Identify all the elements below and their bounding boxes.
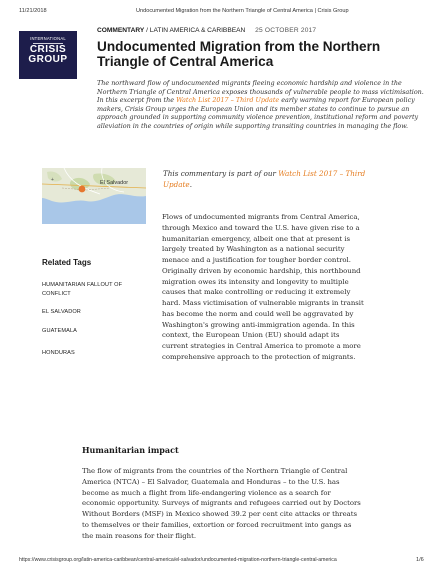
callout-text-end: .: [189, 180, 192, 189]
print-date: 11/21/2018: [19, 8, 47, 14]
tag-el-salvador[interactable]: EL SALVADOR: [42, 309, 81, 315]
article-paragraph-2: The flow of migrants from the countries of the Northern Triangle of Central America (NTCA) – El Salvador, Guatemala and Honduras – to the U.S. has become as much a flight from life-endangering violence as a search for economic opportunity. Surveys of migrants and refugees carried out by Doctors Without Borders (MSF) in Mexico showed 39.2 per cent cite attacks or threats to themselves or their families, extortion or forced recruitment into gangs as the main reasons for their flight.: [82, 467, 361, 540]
map-country-label: El Salvador: [100, 180, 129, 186]
tag-guatemala[interactable]: GUATEMALA: [42, 328, 77, 334]
section-heading-humanitarian-impact: Humanitarian impact: [82, 445, 179, 455]
logo-line1: INTERNATIONAL: [30, 36, 66, 41]
article-date: 25 OCTOBER 2017: [255, 27, 317, 34]
article-type[interactable]: COMMENTARY: [97, 27, 145, 34]
article-lead: [97, 79, 424, 131]
lead-text-end: early warning report for European policy makers, Crisis Group urges the European Union and its member states to continue to pursue an approach grounded in supporting community violence prevention, institutional reform and poverty alleviation in the countries of origin while supporting transiting countries in managing the flow.: [97, 96, 419, 130]
callout-watchlist-link[interactable]: Watch List 2017 – Third Update: [163, 169, 366, 189]
map-plus-label: +: [51, 177, 54, 183]
print-page-number: 1/6: [416, 557, 424, 563]
logo-line2: CRISIS: [29, 44, 67, 55]
watchlist-callout: [163, 168, 378, 190]
lead-watchlist-link[interactable]: Watch List 2017 – Third Update: [176, 96, 280, 105]
lead-text-start: The northward flow of undocumented migrants fleeing economic hardship and violence in the Northern Triangle of Central America exposes thousands of vulnerable people to mass victimisation. In this excerpt from the: [97, 79, 424, 105]
article-title: Undocumented Migration from the Northern Triangle of Central America: [97, 39, 381, 69]
related-tags-title: Related Tags: [42, 258, 92, 267]
print-url: https://www.crisisgroup.org/latin-america-caribbean/central-america/el-salvador/undocumented-migration-northern-triangle-central-america: [19, 557, 337, 563]
map-graphic: [42, 168, 146, 224]
callout-text-start: This commentary is part of our: [163, 169, 279, 178]
region-map[interactable]: [42, 168, 146, 224]
tag-honduras[interactable]: HONDURAS: [42, 350, 75, 356]
crisis-group-logo[interactable]: [19, 31, 77, 79]
logo-line3: GROUP: [28, 54, 68, 65]
article-meta: [97, 27, 316, 34]
article-paragraph-1: Flows of undocumented migrants from Central America, through Mexico and toward the U.S. have given rise to a humanitarian emergency, albeit one that at present is largely treated by Washington as a national security menace and a justification for tougher border control. Originally driven by economic hardship, this northbound migration owes its intensity and longevity to multiple causes that make controlling or reducing it extremely hard. Mass victimisation of vulnerable migrants in transit has become the norm and could well be aggravated by Washington's growing anti-immigration agenda. In this context, the European Union (EU) should adapt its current strategies in Central America to promote a more comprehensive approach to the protection of migrants.: [162, 213, 364, 361]
print-page-title: Undocumented Migration from the Northern Triangle of Central America | Crisis Group: [136, 8, 349, 14]
article-region[interactable]: / LATIN AMERICA & CARIBBEAN: [146, 27, 246, 34]
tag-humanitarian-fallout[interactable]: HUMANITARIAN FALLOUT OF CONFLICT: [42, 282, 123, 297]
logo-divider: [33, 43, 63, 44]
map-location-marker: [79, 186, 86, 193]
